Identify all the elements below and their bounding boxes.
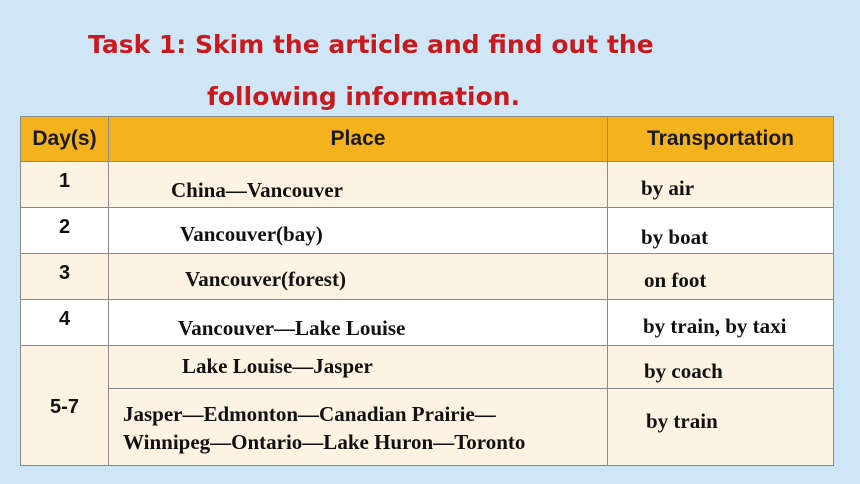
table-row [21, 299, 834, 345]
transport-cell [608, 208, 834, 254]
day-cell [21, 345, 109, 465]
place-text-line-1: Jasper—Edmonton—Canadian Prairie— [123, 401, 496, 426]
transport-text: by coach [644, 358, 723, 383]
task-title-line-1: Task 1: Skim the article and find out the [88, 30, 654, 59]
place-cell [109, 345, 608, 388]
place-text: Vancouver—Lake Louise [178, 315, 406, 340]
header-days: Day(s) [21, 117, 109, 162]
place-cell [109, 162, 608, 208]
place-cell [109, 208, 608, 254]
day-label: 5-7 [50, 395, 79, 418]
table-row [21, 208, 834, 254]
place-text: Vancouver(bay) [180, 222, 323, 247]
day-label: 4 [58, 307, 71, 330]
day-cell [21, 299, 109, 345]
transport-text: by air [641, 176, 695, 201]
place-text-line-2: Winnipeg—Ontario—Lake Huron—Toronto [123, 429, 526, 454]
table-row [21, 345, 834, 388]
transport-cell [608, 162, 834, 208]
day-cell [21, 254, 109, 299]
travel-info-table [20, 116, 834, 466]
transport-text: by boat [641, 225, 709, 250]
day-label: 1 [58, 170, 71, 193]
place-text: Lake Louise—Jasper [182, 353, 373, 378]
table-row [21, 388, 834, 465]
day-cell [21, 208, 109, 254]
transport-cell [608, 299, 834, 345]
transport-cell [608, 388, 834, 465]
header-transportation: Transportation [608, 117, 834, 162]
table-row [21, 254, 834, 299]
transport-text: by train, by taxi [643, 313, 787, 338]
day-label: 3 [58, 262, 71, 285]
table-row [21, 162, 834, 208]
header-place: Place [109, 117, 608, 162]
transport-text: by train [646, 408, 718, 433]
place-text: China—Vancouver [171, 178, 343, 203]
place-cell [109, 388, 608, 465]
transport-text: on foot [644, 268, 707, 293]
place-text: Vancouver(forest) [185, 267, 346, 292]
place-cell [109, 254, 608, 299]
place-cell [109, 299, 608, 345]
day-label: 2 [58, 216, 71, 239]
day-cell [21, 162, 109, 208]
transport-cell [608, 254, 834, 299]
transport-cell [608, 345, 834, 388]
task-title-line-2: following information. [207, 82, 521, 111]
table-header-row [21, 117, 834, 162]
